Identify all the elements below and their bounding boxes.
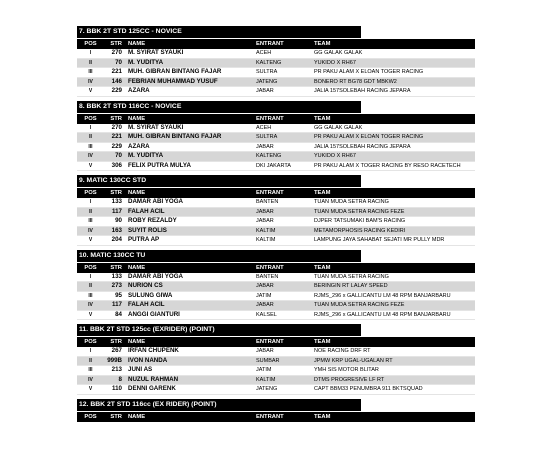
cell-team: BONERO RT BG78 GDT MBKW2 [314,78,397,85]
cell-name: DAMAR ABI YOGA [128,198,184,205]
table-row [77,282,475,292]
cell-entrant: JATIM [256,292,272,299]
table-row [77,49,475,59]
cell-entrant: ACEH [256,50,272,56]
cell-pos: IV [88,227,93,234]
table-row [77,347,475,357]
section-title: 9. MATIC 130CC STD [77,175,361,187]
race-class-section [77,101,475,172]
cell-team: RJMS_296 x GALLICANTU LM 48 RPM BANJARBARU [314,311,451,318]
cell-pos: IV [88,302,93,308]
header-entrant: ENTRANT [256,264,284,271]
cell-team: PR PAKU ALAM X ELOAN TOGER RACING [314,69,424,75]
cell-team: CAPT BBM33 PENUMBRA 911 BKTSQUAD [314,386,423,392]
table-row [77,59,475,69]
cell-pos: I [89,199,92,205]
column-header-row [77,114,475,124]
table-row [77,198,475,208]
cell-entrant: BANTEN [256,199,279,205]
cell-entrant: SUMBAR [256,357,280,364]
cell-pos: V [88,386,93,392]
cell-team: PR PAKU ALAM X TOGER RACING BY RESO RACETECH [314,162,461,169]
table-row [77,217,475,227]
cell-pos: III [88,69,93,75]
cell-team: RJMS_296 x GALLICANTU LM 48 RPM BANJARBARU [314,292,451,299]
cell-name: IRFAN CHUPENK [128,347,179,354]
header-pos: POS [84,413,97,420]
header-entrant: ENTRANT [256,413,284,420]
cell-str: 95 [115,291,122,299]
table-row [77,385,475,395]
cell-team: METAMORPHOSIS RACING KEDIRI [314,227,406,234]
cell-entrant: KALTIM [256,376,276,383]
cell-entrant: DKI JAKARTA [256,162,291,169]
cell-name: PUTRA AP [128,236,160,243]
table-row [77,236,475,246]
cell-str: 306 [111,161,122,169]
cell-entrant: JABAR [256,88,274,94]
header-pos: POS [84,115,97,122]
cell-entrant: JATIM [256,367,272,373]
table-row [77,292,475,302]
table-row [77,143,475,153]
cell-team: TUAN MUDA SETRA RACING FEZE [314,302,405,308]
cell-entrant: KALSEL [256,311,277,318]
cell-str: 110 [112,385,122,392]
table-row [77,301,475,311]
cell-pos: V [88,88,93,94]
race-class-section [77,399,475,422]
header-team: TEAM [314,339,331,345]
cell-name: DENNI GARENK [128,385,176,392]
header-name: NAME [128,190,146,196]
header-pos: POS [84,264,97,271]
cell-str: 270 [111,49,122,56]
cell-team: NOE RACING DRF RT [314,348,371,354]
header-name: NAME [128,115,146,122]
cell-name: MUH. GIBRAN BINTANG FAJAR [128,133,222,140]
cell-entrant: SULTRA [256,69,278,75]
cell-team: GG GALAK GALAK [314,124,363,131]
cell-entrant: JABAR [256,208,274,215]
table-row [77,68,475,78]
cell-name: NUZUL RAHMAN [128,375,179,383]
header-entrant: ENTRANT [256,115,284,122]
table-row [77,366,475,376]
table-row [77,376,475,386]
cell-name: FEBRIAN MUHAMMAD YUSUF [128,77,218,85]
cell-name: IVON NANDA [128,356,168,364]
cell-str: 117 [112,207,122,215]
cell-pos: IV [88,78,93,85]
cell-team: TUAN MUDA SETRA RACING [314,273,389,280]
cell-name: M. YUDITYA [128,58,164,66]
cell-str: 70 [115,152,122,159]
column-header-row [77,412,475,422]
cell-str: 146 [111,77,122,85]
cell-pos: V [88,311,93,318]
table-row [77,162,475,172]
header-str: STR [110,190,122,196]
cell-name: FELIX PUTRA MULYA [128,161,191,169]
header-team: TEAM [314,190,331,196]
table-row [77,87,475,97]
cell-pos: I [89,50,92,56]
table-row [77,357,475,367]
cell-name: SUYIT ROLIS [128,226,167,234]
table-row [77,273,475,283]
cell-str: 273 [111,282,122,289]
cell-team: LAMPUNG JAYA SAHABAT SEJATI MR PULLY MDR [314,237,445,243]
column-header-row [77,337,475,347]
cell-str: 204 [111,236,122,243]
cell-str: 8 [118,375,122,383]
cell-entrant: JABAR [256,283,274,289]
cell-name: M. SYIRAT SYAUKI [128,123,184,131]
header-team: TEAM [314,264,331,271]
header-entrant: ENTRANT [256,339,284,345]
cell-name: NURION CS [128,282,163,289]
cell-pos: II [89,59,92,66]
race-class-section [77,26,475,97]
cell-name: JUNI AS [128,366,153,373]
header-team: TEAM [314,41,331,47]
header-str: STR [110,413,122,420]
cell-str: 90 [115,217,122,224]
cell-team: JALIA 157SOLEBAH RACING JEPARA [314,143,411,150]
section-title: 7. BBK 2T STD 125CC - NOVICE [77,26,361,38]
cell-str: 133 [111,198,122,205]
cell-pos: I [89,348,92,354]
cell-str: 70 [115,58,122,66]
race-class-section [77,324,475,395]
cell-entrant: JABAR [256,302,274,308]
cell-pos: II [89,208,92,215]
table-row [77,78,475,88]
cell-name: SULUNG GIWA [128,291,173,299]
cell-name: ROBY REZALDY [128,217,177,224]
cell-team: PR PAKU ALAM X ELOAN TOGER RACING [314,134,424,140]
column-header-row [77,39,475,49]
cell-pos: I [89,124,92,131]
section-title: 8. BBK 2T STD 116CC - NOVICE [77,101,361,113]
table-row [77,227,475,237]
cell-str: 133 [111,272,122,280]
cell-str: 270 [111,123,122,131]
cell-str: 163 [111,226,122,234]
cell-team: YMH SIS MOTOR BLITAR [314,367,379,373]
cell-str: 213 [111,366,122,373]
cell-str: 221 [111,133,122,140]
header-str: STR [110,115,122,122]
cell-entrant: JABAR [256,348,274,354]
header-name: NAME [128,264,146,271]
cell-entrant: BANTEN [256,273,279,280]
cell-entrant: KALTIM [256,227,276,234]
header-pos: POS [84,190,97,196]
header-name: NAME [128,413,146,420]
header-pos: POS [84,41,97,47]
header-entrant: ENTRANT [256,190,284,196]
cell-pos: III [88,292,93,299]
cell-pos: IV [88,376,93,383]
cell-pos: III [88,218,93,224]
cell-entrant: JABAR [256,143,274,150]
cell-pos: II [89,283,92,289]
table-row [77,152,475,162]
cell-team: TUAN MUDA SETRA RACING FEZE [314,208,405,215]
cell-pos: II [89,357,92,364]
cell-name: ANGGI GIANTURI [128,310,180,318]
cell-entrant: JATENG [256,78,278,85]
header-team: TEAM [314,413,331,420]
header-team: TEAM [314,115,331,122]
section-title: 12. BBK 2T STD 116cc (EX RIDER) (POINT) [77,399,361,411]
cell-entrant: JATENG [256,386,278,392]
cell-team: DTMS PROGRESIVE LF RT [314,376,385,383]
section-title: 11. BBK 2T STD 125cc (EXRIDER) (POINT) [77,324,361,336]
table-row [77,124,475,134]
header-str: STR [110,339,122,345]
cell-entrant: ACEH [256,124,272,131]
cell-pos: V [88,237,93,243]
cell-entrant: JABAR [256,218,274,224]
cell-name: M. YUDITYA [128,152,164,159]
cell-pos: IV [88,153,93,159]
column-header-row [77,188,475,198]
table-row [77,311,475,321]
cell-pos: I [89,273,92,280]
cell-pos: II [89,134,92,140]
cell-str: 999B [107,356,122,364]
header-name: NAME [128,41,146,47]
cell-team: DJPER TATSUMAKI BAM'S RACING [314,218,406,224]
cell-pos: III [88,143,93,150]
cell-team: JPMW KRP UGAL-UGALAN RT [314,357,393,364]
header-pos: POS [84,339,97,345]
cell-str: 84 [115,310,122,318]
cell-entrant: KALTENG [256,59,282,66]
cell-team: GG GALAK GALAK [314,50,363,56]
column-header-row [77,263,475,273]
results-sheet [77,26,475,422]
cell-team: YUKIDO X RH67 [314,153,356,159]
table-row [77,208,475,218]
cell-name: DAMAR ABI YOGA [128,272,184,280]
cell-team: JALIA 157SOLEBAH RACING JEPARA [314,88,411,94]
cell-pos: III [88,367,93,373]
cell-entrant: KALTIM [256,237,276,243]
header-str: STR [110,41,122,47]
cell-name: MUH. GIBRAN BINTANG FAJAR [128,68,222,75]
cell-pos: V [88,162,93,169]
cell-str: 267 [111,347,122,354]
section-title: 10. MATIC 130CC TU [77,250,361,262]
cell-name: AZARA [128,142,150,150]
cell-str: 117 [112,301,122,308]
header-entrant: ENTRANT [256,41,284,47]
cell-team: YUKIDO X RH67 [314,59,356,66]
cell-entrant: KALTENG [256,153,282,159]
cell-str: 221 [111,68,122,75]
cell-name: FALAH ACIL [128,207,165,215]
cell-name: FALAH ACIL [128,301,165,308]
table-row [77,133,475,143]
cell-str: 229 [111,87,122,94]
cell-str: 229 [111,142,122,150]
header-name: NAME [128,339,146,345]
cell-entrant: SULTRA [256,134,278,140]
header-str: STR [110,264,122,271]
cell-team: TUAN MUDA SETRA RACING [314,199,389,205]
cell-team: BERINGIN RT LALAY SPEED [314,283,388,289]
cell-name: M. SYIRAT SYAUKI [128,49,184,56]
race-class-section [77,175,475,246]
race-class-section [77,250,475,321]
cell-name: AZARA [128,87,150,94]
